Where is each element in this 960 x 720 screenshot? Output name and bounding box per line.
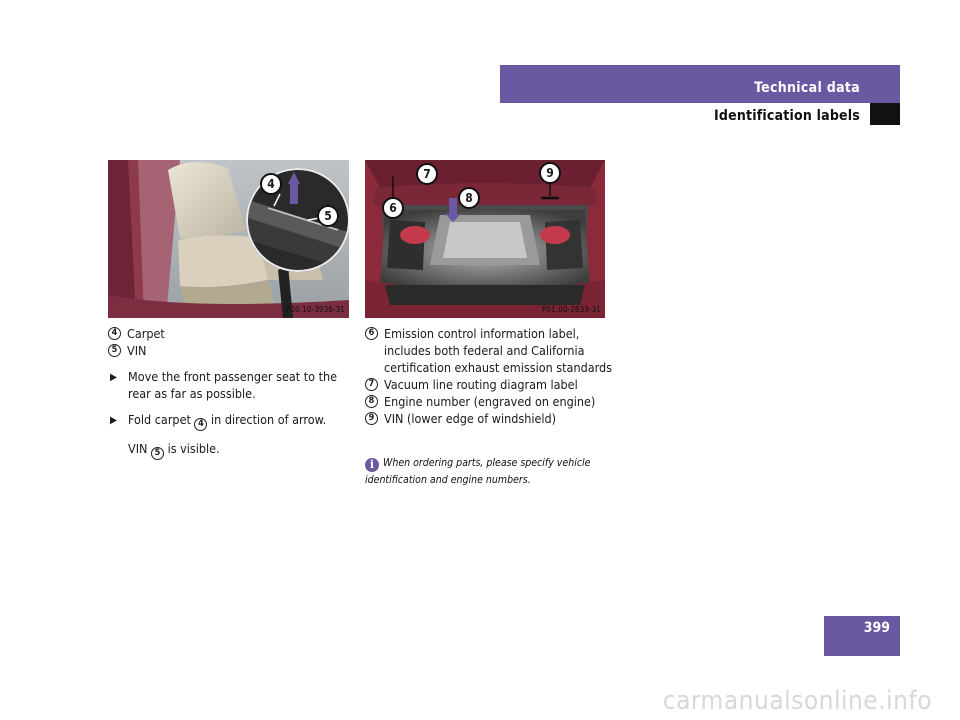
instruction-step bbox=[108, 368, 353, 402]
callout-5: 5 bbox=[317, 205, 339, 227]
note-pre: VIN bbox=[128, 441, 151, 456]
item-number: 7 bbox=[365, 378, 378, 391]
inline-number: 5 bbox=[151, 447, 164, 460]
item-number: 5 bbox=[108, 344, 121, 357]
item-text: VIN (lower edge of windshield) bbox=[384, 411, 557, 426]
item-number: 9 bbox=[365, 412, 378, 425]
figure-code: P00.10-3936-31 bbox=[285, 305, 345, 314]
right-column-text bbox=[365, 325, 615, 427]
list-item bbox=[365, 410, 615, 427]
page-number: 399 bbox=[863, 620, 890, 636]
instruction-step bbox=[108, 411, 353, 431]
list-item bbox=[365, 325, 615, 376]
step-text-pre: Fold carpet bbox=[128, 412, 195, 427]
result-note bbox=[108, 440, 353, 460]
item-number: 6 bbox=[365, 327, 378, 340]
left-column-text bbox=[108, 325, 353, 460]
item-number: 8 bbox=[365, 395, 378, 408]
item-text: Vacuum line routing diagram label bbox=[384, 377, 578, 392]
list-item bbox=[365, 393, 615, 410]
item-text: Emission control information label, includes both federal and California certification exhaust emission standards bbox=[384, 326, 613, 375]
section-title: Technical data bbox=[754, 80, 860, 96]
item-number: 4 bbox=[108, 327, 121, 340]
list-item bbox=[108, 342, 353, 359]
subsection-title: Identification labels bbox=[713, 108, 860, 124]
figure-code: P01.00-2833-31 bbox=[541, 305, 601, 314]
item-text: Carpet bbox=[127, 326, 165, 341]
seat-photo bbox=[108, 160, 349, 318]
step-text: Move the front passenger seat to the rear as far as possible. bbox=[128, 369, 338, 401]
item-text: Engine number (engraved on engine) bbox=[384, 394, 596, 409]
callout-9: 9 bbox=[539, 162, 561, 184]
info-icon: i bbox=[365, 458, 379, 472]
arrow-bullet-icon: ▶ bbox=[110, 415, 117, 426]
arrow-bullet-icon: ▶ bbox=[110, 372, 117, 383]
callout-4: 4 bbox=[260, 173, 282, 195]
list-item bbox=[108, 325, 353, 342]
callout-8: 8 bbox=[458, 187, 480, 209]
callout-7: 7 bbox=[416, 163, 438, 185]
watermark: carmanualsonline.info bbox=[662, 686, 932, 716]
step-text-post: in direction of arrow. bbox=[207, 412, 327, 427]
note-post: is visible. bbox=[164, 441, 220, 456]
info-note bbox=[365, 455, 620, 488]
callout-6: 6 bbox=[382, 197, 404, 219]
list-item bbox=[365, 376, 615, 393]
inline-number: 4 bbox=[194, 418, 207, 431]
section-header-bar bbox=[500, 65, 900, 103]
engine-bay-photo bbox=[365, 160, 605, 318]
item-text: VIN bbox=[127, 343, 147, 358]
page-number-box bbox=[824, 616, 900, 656]
info-text: When ordering parts, please specify vehicle identification and engine numbers. bbox=[365, 457, 591, 486]
header-marker bbox=[870, 103, 900, 125]
